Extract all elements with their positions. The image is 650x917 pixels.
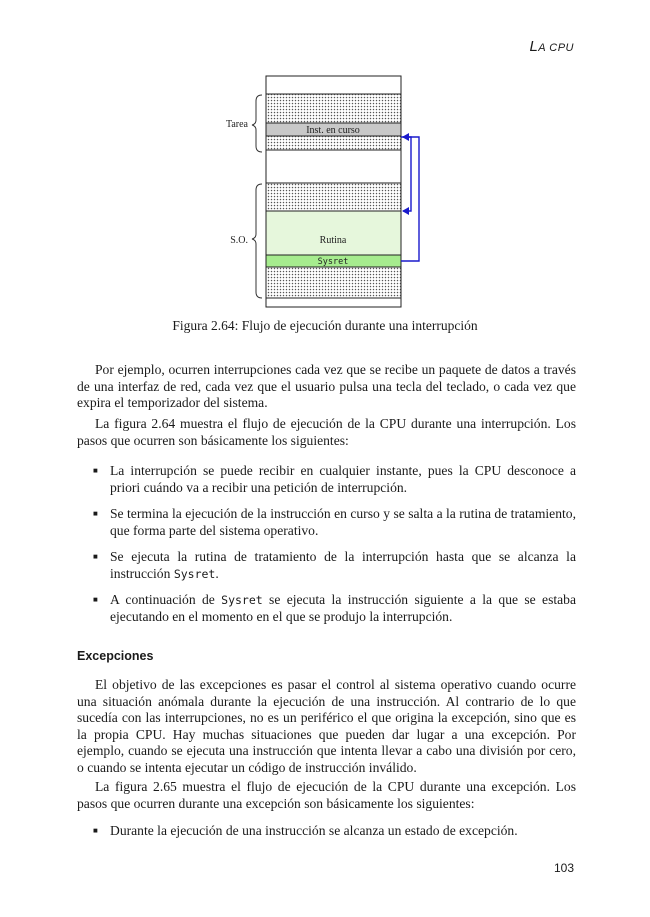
list-item: ■ A continuación de Sysret se ejecuta la instrucción siguiente a la que se estaba ejecutando en el momento en el que se produjo la interrupción.: [93, 592, 577, 624]
memory-block-top: [266, 76, 401, 94]
paragraph-4: La figura 2.65 muestra el flujo de ejecución de la CPU durante una excepción. Los pasos que ocurren durante una excepción son básicamente los siguientes:: [77, 779, 576, 811]
list-item: ■ La interrupción se puede recibir en cualquier instante, pues la CPU desconoce a priori cuándo va a recibir una petición de interrupción.: [93, 463, 576, 495]
paragraph-2: La figura 2.64 muestra el flujo de ejecución de la CPU durante una interrupción. Los pasos que ocurren son básicamente los siguientes:: [77, 416, 576, 448]
bullet-icon: ■: [93, 509, 98, 518]
figure-caption: Figura 2.64: Flujo de ejecución durante una interrupción: [172, 318, 478, 333]
list-item: ■ Durante la ejecución de una instrucción se alcanza un estado de excepción.: [93, 823, 518, 838]
tarea-brace: [252, 95, 262, 152]
list-item: ■ Se termina la ejecución de la instrucción en curso y se salta a la rutina de tratamiento, que forma parte del sistema operativo.: [93, 506, 576, 538]
figure-interrupt-flow: [0, 0, 650, 315]
sysret-label: Sysret: [317, 257, 349, 267]
so-label: S.O.: [230, 235, 248, 246]
sysret-code: Sysret: [173, 566, 216, 581]
inst-en-curso-label: Inst. en curso: [306, 125, 360, 136]
sysret-code: Sysret: [221, 593, 263, 607]
memory-block-bottom: [266, 298, 401, 307]
running-head: LA CPU: [529, 38, 574, 55]
memory-block-gap: [266, 150, 401, 183]
task-code-dotted-1: [266, 94, 401, 123]
page-number: 103: [553, 861, 574, 875]
rutina-label: Rutina: [319, 235, 347, 246]
bullet-icon: ■: [93, 552, 98, 561]
tarea-label: Tarea: [225, 119, 248, 130]
paragraph-1: Por ejemplo, ocurren interrupciones cada vez que se recibe un paquete de datos a través de una interfaz de red, cada vez que el usuario pulsa una tecla del teclado, o cada vez que expira el temporizador del sistema.: [77, 362, 576, 410]
so-code-dotted-2: [266, 267, 401, 298]
task-code-dotted-2: [266, 136, 401, 150]
paragraph-3: El objetivo de las excepciones es pasar el control al sistema operativo cuando ocurre una situación anómala durante la ejecución de una instrucción. Al contrario de lo que sucedía con las interrupciones, no es un periférico el que origina la excepción, sino que es la propia CPU. Hay muchas situaciones que pueden dar lugar a una excepción. Por ejemplo, cuando se ejecuta una instrucción que intenta llevar a cabo una división por cero, o cuando se intenta ejecutar un código de instrucción inválido.: [77, 677, 576, 775]
section-heading: Excepciones: [77, 649, 154, 663]
so-code-dotted-1: [266, 183, 401, 211]
bullet-icon: ■: [93, 466, 98, 475]
list-item: ■ Se ejecuta la rutina de tratamiento de la interrupción hasta que se alcanza la instrucción Sysret.: [93, 549, 576, 581]
bullet-icon: ■: [93, 826, 98, 835]
return-arrow: [401, 137, 419, 261]
so-brace: [252, 184, 262, 298]
jump-to-rutina-arrow: [401, 137, 411, 211]
bullet-icon: ■: [93, 595, 98, 604]
rutina-block: [266, 211, 401, 255]
